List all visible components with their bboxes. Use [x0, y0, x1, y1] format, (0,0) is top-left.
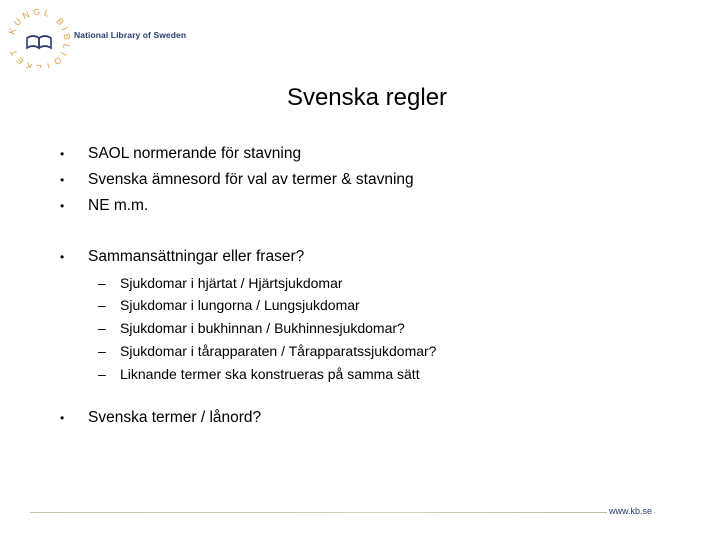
bullet-text: Svenska ämnesord för val av termer & stavning: [88, 171, 414, 188]
sub-bullet-text: Sjukdomar i hjärtat / Hjärtsjukdomar: [120, 275, 343, 291]
sub-bullet-marker: –: [98, 366, 106, 382]
sub-bullet-text: Sjukdomar i bukhinnan / Bukhinnesjukdomar?: [120, 320, 405, 336]
sub-bullet-marker: –: [98, 343, 106, 359]
logo-organization-name: National Library of Sweden: [74, 30, 187, 40]
bullet-marker: •: [60, 250, 65, 264]
bullet-text: NE m.m.: [88, 197, 149, 214]
footer-url: www.kb.se: [609, 506, 653, 516]
sub-bullet-marker: –: [98, 275, 106, 291]
sub-bullet-text: Liknande termer ska konstrueras på samma sätt: [120, 366, 420, 382]
bullet-marker: •: [60, 147, 65, 161]
sub-bullet-text: Sjukdomar i tårapparaten / Tårapparatssjukdomar?: [120, 343, 437, 359]
bullet-text: Sammansättningar eller fraser?: [88, 248, 305, 265]
bullet-marker: •: [60, 199, 65, 213]
kb-logo: [4, 8, 74, 68]
logo-ring-text: KUNGL BIBLIOTEKET: [6, 8, 73, 68]
kb-emblem-icon: [4, 8, 74, 68]
bullet-text: SAOL normerande för stavning: [88, 145, 302, 162]
sub-bullet-marker: –: [98, 297, 106, 313]
slide-title: Svenska regler: [286, 84, 448, 111]
sub-bullet-text: Sjukdomar i lungorna / Lungsjukdomar: [120, 297, 360, 313]
sub-bullet-marker: –: [98, 320, 106, 336]
bullet-marker: •: [60, 411, 65, 425]
bullet-text: Svenska termer / lånord?: [88, 409, 262, 426]
bullet-marker: •: [60, 173, 65, 187]
footer-divider: [30, 512, 655, 513]
